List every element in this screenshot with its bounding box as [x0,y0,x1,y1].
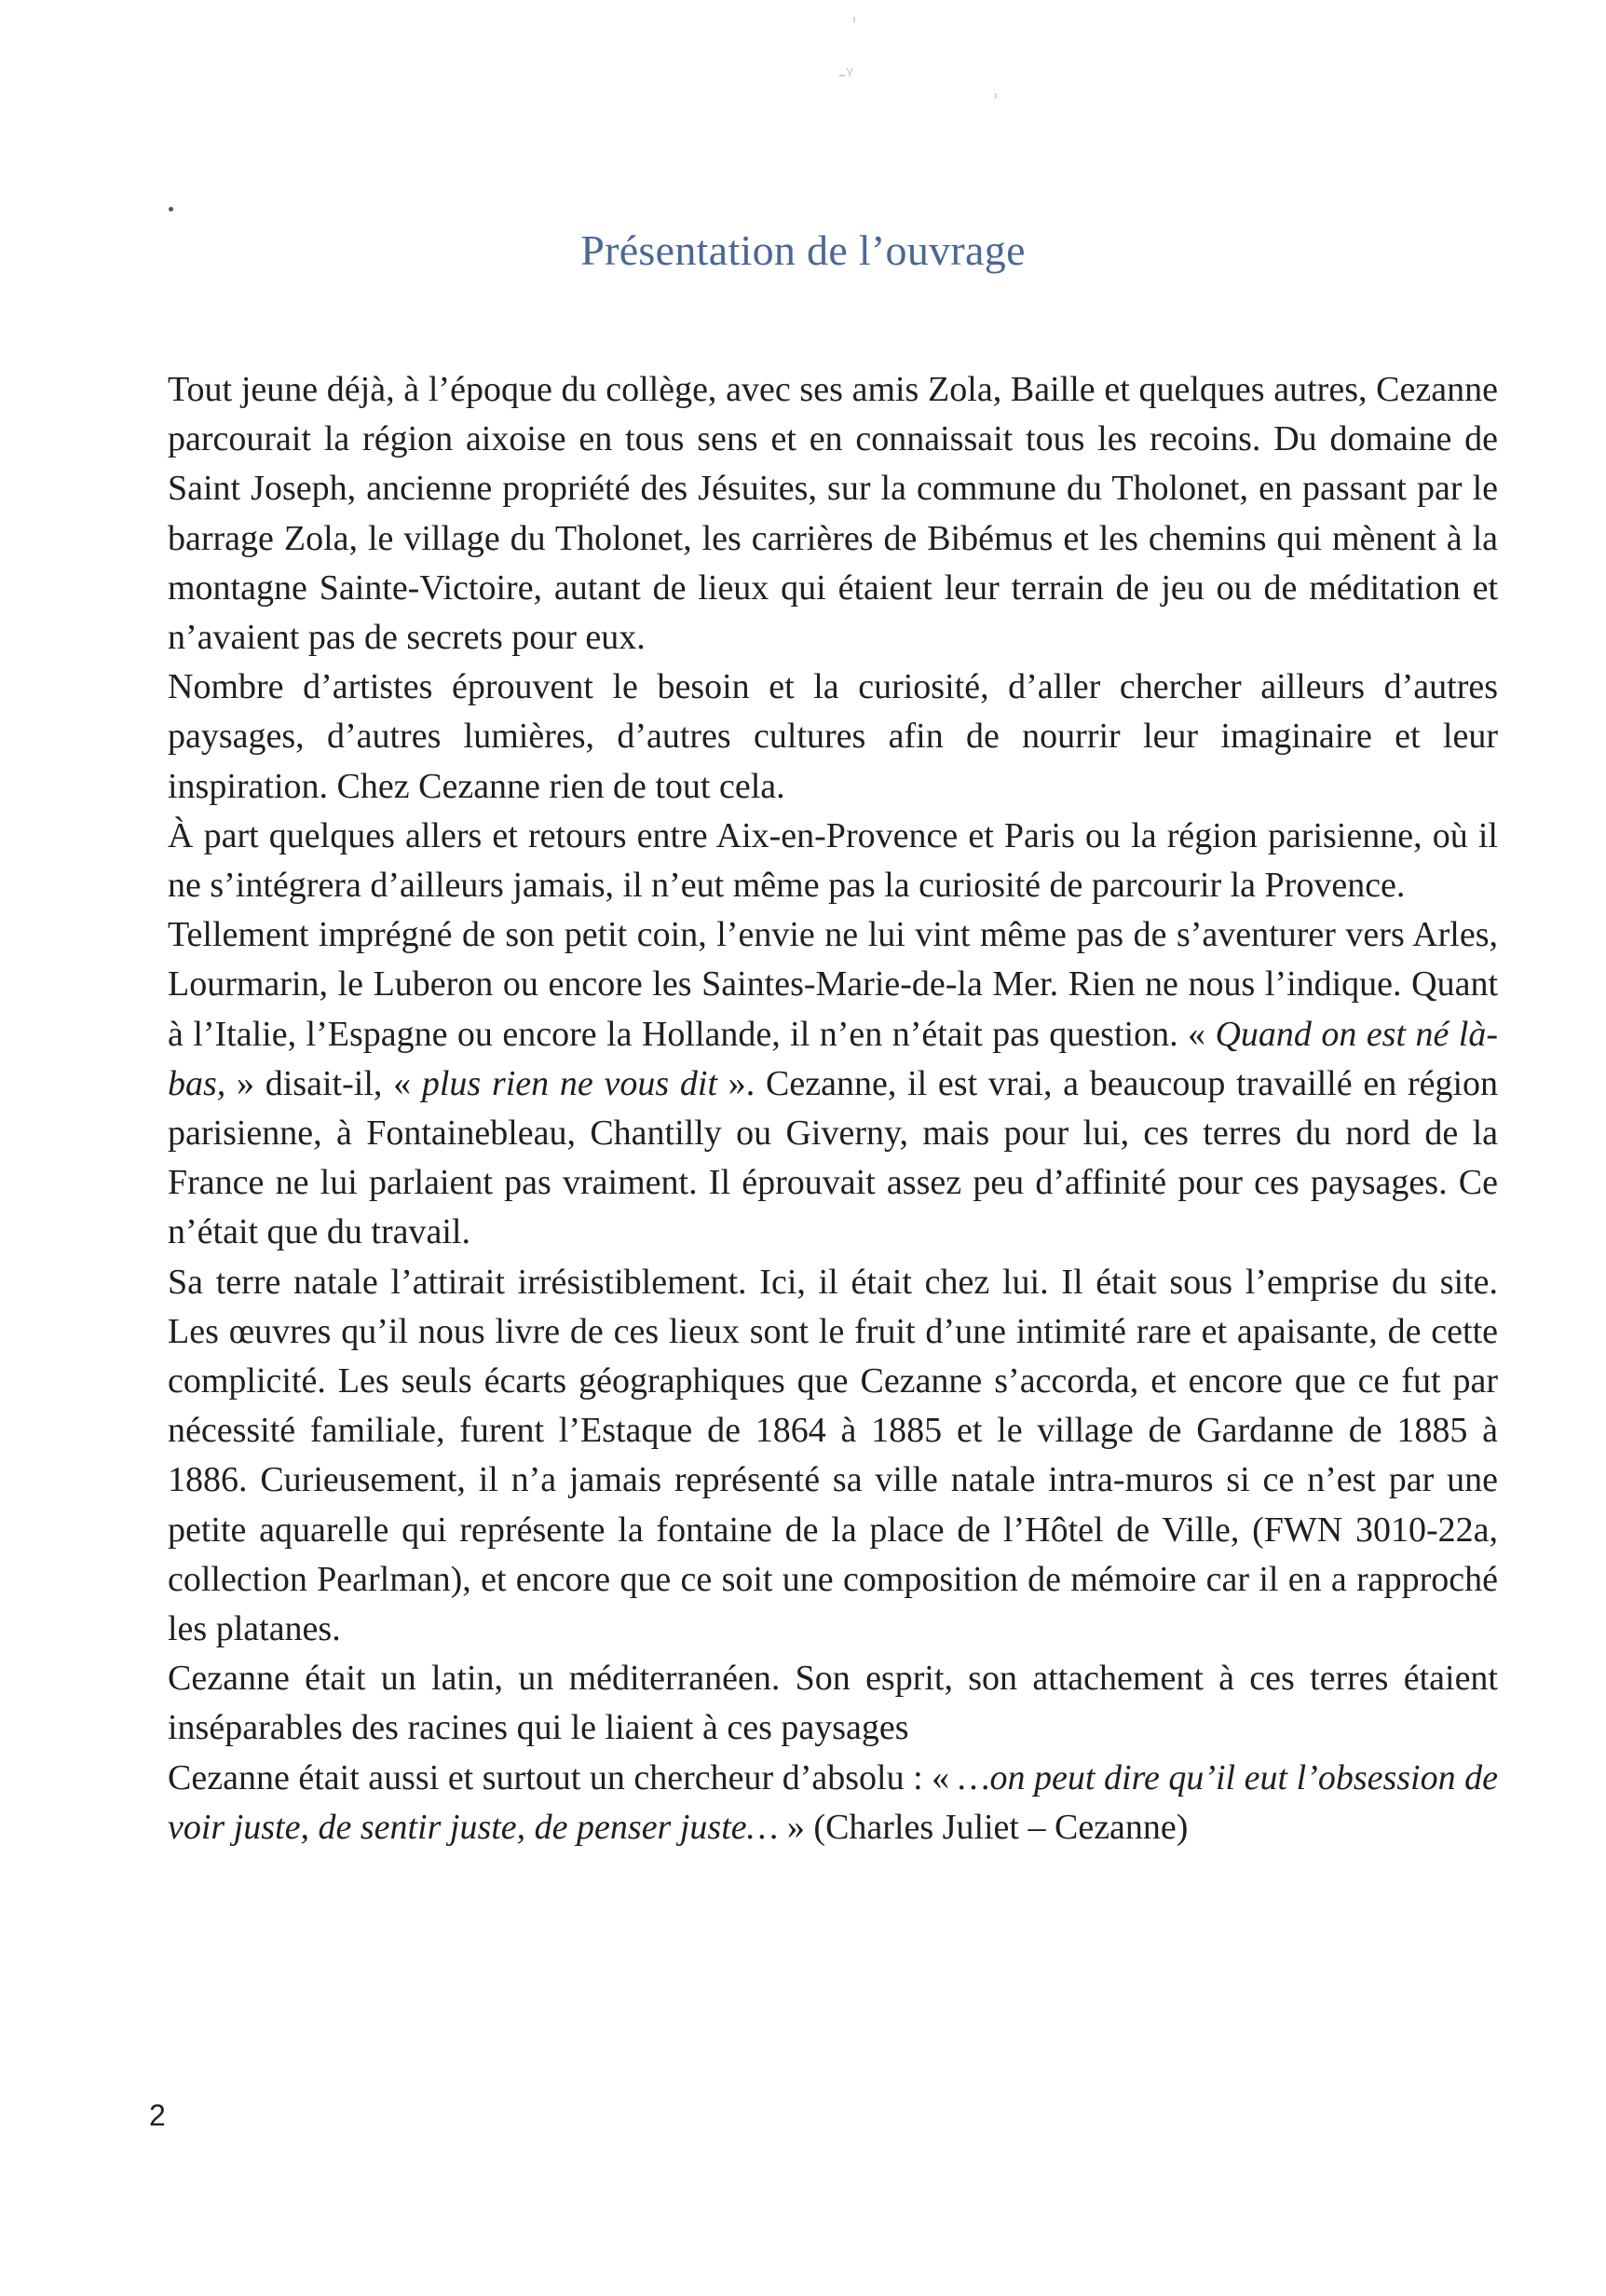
scan-mark: ʾ [993,91,1000,115]
paragraph [168,365,1498,663]
italic-quote: …on peut dire qu’il eut l’obsession de voir juste, de sentir juste, de penser juste… [168,1757,1499,1847]
text-segment: Sa terre natale l’attirait irrésistiblement. Ici, il était chez lui. Il était sous l’emprise du site. Les œuvres qu’il nous livre de ces lieux sont le fruit d’une intimité rare et apaisante, de cette complicité. Les seuls écarts géographiques que Cezanne s’accorda, et encore que ce fut par nécessité familiale, furent l’Estaque de 1864 à 1885 et le village de Gardanne de 1885 à 1886. Curieusement, il n’a jamais représenté sa ville natale intra-muros si ce n’est par une petite aquarelle qui représente la fontaine de la place de l’Hôtel de Ville, (FWN 3010-22a, collection Pearlman), et encore que ce soit une composition de mémoire car il en a rapproché les platanes. [168,1262,1498,1649]
text-segment: Cezanne était un latin, un méditerranéen. Son esprit, son attachement à ces terres étaient inséparables des racines qui le liaient à ces paysages [168,1659,1498,1748]
scan-mark: ˈ [851,15,858,38]
text-segment: Nombre d’artistes éprouvent le besoin et la curiosité, d’aller chercher ailleurs d’autres paysages, d’autres lumières, d’autres cultures afin de nourrir leur imaginaire et leur inspiration. Chez Cezanne rien de tout cela. [168,667,1498,806]
page-title: Présentation de l’ouvrage [580,226,1026,274]
text-segment: À part quelques allers et retours entre Aix-en-Provence et Paris ou la région parisienne, où il ne s’intégrera d’ailleurs jamais, il n’eut même pas la curiosité de parcourir la Provence. [168,815,1498,906]
paragraph [168,910,1498,1257]
text-segment: » (Charles Juliet – Cezanne) [786,1807,1189,1847]
paragraph [168,663,1498,812]
body-text [168,365,1498,1852]
scan-dot [169,207,173,212]
text-segment: ». Cezanne, il est vrai, a beaucoup travaillé en région parisienne, à Fontainebleau, Chantilly ou Giverny, mais pour lui, ces terres du nord de la France ne lui parlaient pas vraiment. Il éprouvait assez peu d’affinité pour ces paysages. Ce n’était que du travail. [168,1063,1499,1252]
page-number: 2 [149,2098,166,2132]
text-segment: Cezanne était aussi et surtout un chercheur d’absolu : « [168,1757,950,1797]
paragraph [168,812,1498,910]
text-segment: » disait-il, « [237,1063,412,1103]
italic-quote: plus rien ne vous dit [421,1063,718,1103]
paragraph [168,1258,1498,1655]
text-segment: Tout jeune déjà, à l’époque du collège, avec ses amis Zola, Baille et quelques autres, Cezanne parcourait la région aixoise en tous sens et en connaissait tous les recoins. Du domaine de Saint Joseph, ancienne propriété des Jésuites, sur la commune du Tholonet, en passant par le barrage Zola, le village du Tholonet, les carrières de Bibémus et les chemins qui mènent à la montagne Sainte-Victoire, autant de lieux qui étaient leur terrain de jeu ou de méditation et n’avaient pas de secrets pour eux. [168,370,1498,658]
paragraph [168,1654,1498,1753]
paragraph [168,1754,1498,1852]
italic-quote: Quand on est né là-bas, [168,1014,1499,1103]
text-segment: Tellement imprégné de son petit coin, l’envie ne lui vint même pas de s’aventurer vers Arles, Lourmarin, le Luberon ou encore les Saintes-Marie-de-la Mer. Rien ne nous l’indique. Quant à l’Italie, l’Espagne ou encore la Hollande, il n’en n’était pas question. « [168,915,1498,1054]
scan-mark: -ᵞ [838,63,854,87]
